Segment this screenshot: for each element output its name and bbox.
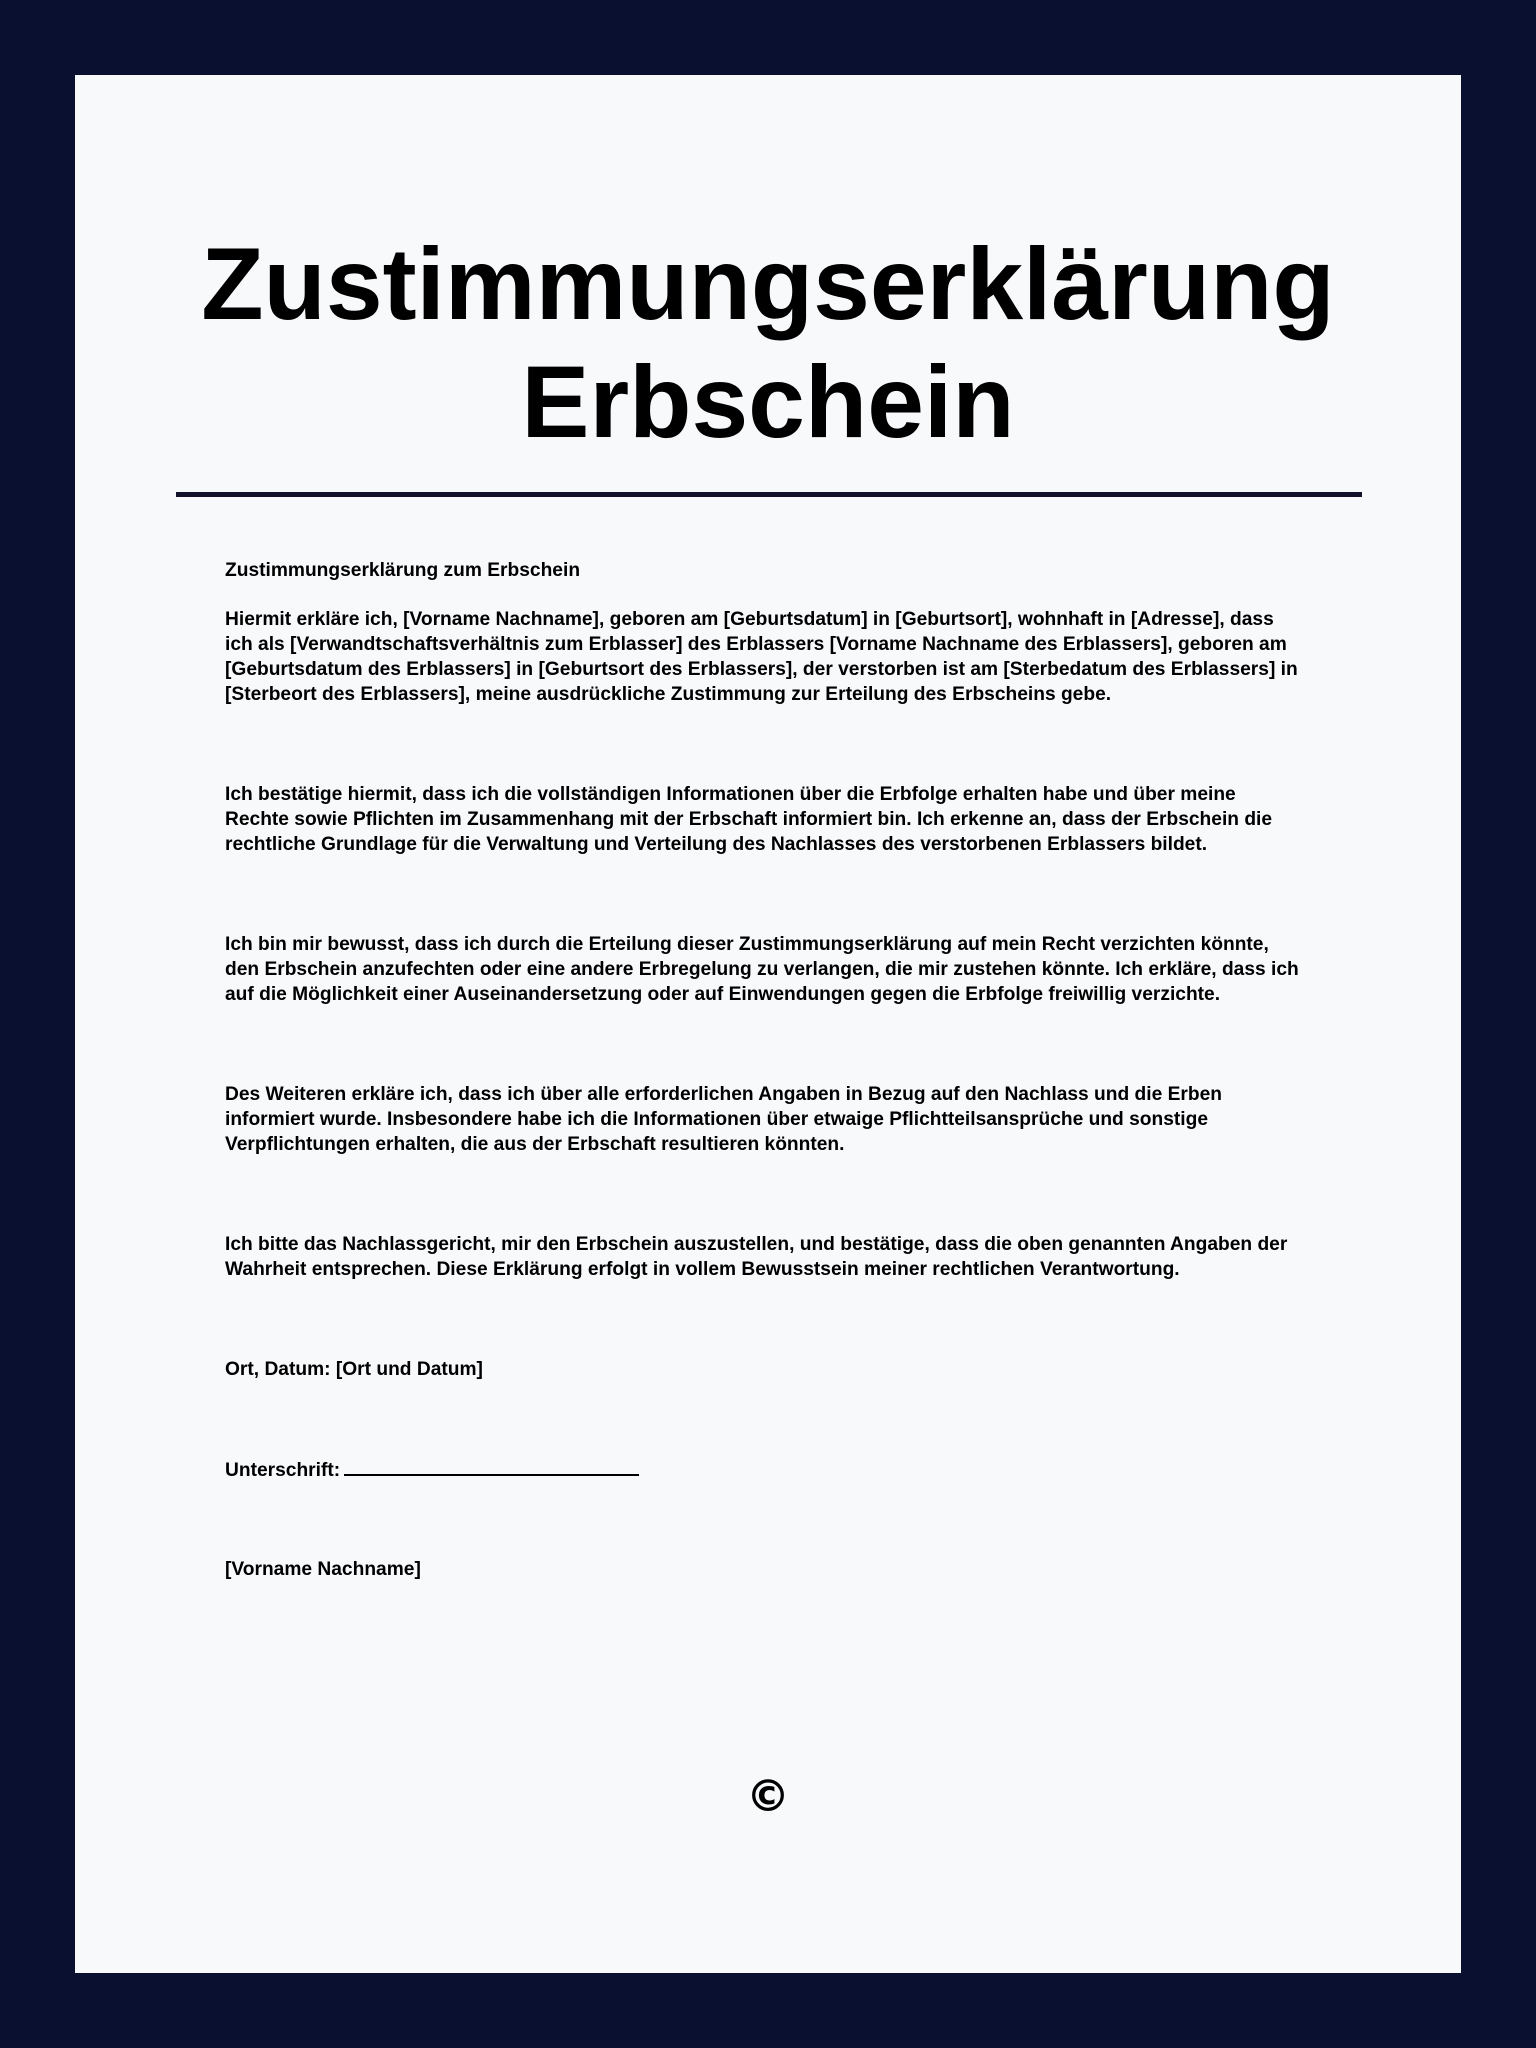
paragraph-line: informiert wurde. Insbesondere habe ich die Informationen über etwaige Pflichtteilsansprüche und sonstige: [225, 1109, 1208, 1130]
signature-label: Unterschrift:: [225, 1460, 341, 1481]
signer-name: [Vorname Nachname]: [225, 1559, 421, 1580]
paragraph-line: [Geburtsdatum des Erblassers] in [Geburtsort des Erblassers], der verstorben ist am [Sterbedatum des Erblassers] in: [225, 659, 1298, 680]
copyright-icon: ©: [746, 1771, 790, 1822]
paragraph-line: auf die Möglichkeit einer Auseinandersetzung oder auf Einwendungen gegen die Erbfolge freiwillig verzichte.: [225, 984, 1221, 1005]
document-heading: Zustimmungserklärung zum Erbschein: [225, 560, 581, 581]
document-title-line-2: Erbschein: [521, 345, 1015, 459]
paragraph-line: Verpflichtungen erhalten, die aus der Erbschaft resultieren könnten.: [225, 1134, 845, 1155]
signature-line[interactable]: [344, 1457, 639, 1476]
title-divider: [176, 492, 1362, 497]
paragraph-line: [Sterbeort des Erblassers], meine ausdrückliche Zustimmung zur Erteilung des Erbscheins gebe.: [225, 684, 1112, 705]
paragraph-line: Wahrheit entsprechen. Diese Erklärung erfolgt in vollem Bewusstsein meiner rechtlichen Verantwortung.: [225, 1259, 1180, 1280]
paragraph-line: Des Weiteren erkläre ich, dass ich über alle erforderlichen Angaben in Bezug auf den Nachlass und die Erben: [225, 1084, 1222, 1105]
paragraph-line: ich als [Verwandtschaftsverhältnis zum Erblasser] des Erblassers [Vorname Nachname des Erblassers], geboren am: [225, 634, 1287, 655]
document-title: [75, 225, 1461, 461]
paragraph-line: Ich bin mir bewusst, dass ich durch die Erteilung dieser Zustimmungserklärung auf mein Recht verzichten könnte,: [225, 934, 1269, 955]
signature-field: [225, 1457, 1435, 1483]
paragraph-line: Ich bestätige hiermit, dass ich die vollständigen Informationen über die Erbfolge erhalten habe und über meine: [225, 784, 1236, 805]
paragraph-line: Rechte sowie Pflichten im Zusammenhang mit der Erbschaft informiert bin. Ich erkenne an, dass der Erbschein die: [225, 809, 1273, 830]
paragraph-line: Hiermit erkläre ich, [Vorname Nachname], geboren am [Geburtsdatum] in [Geburtsort], wohnhaft in [Adresse], dass: [225, 609, 1274, 630]
paragraph-line: rechtliche Grundlage für die Verwaltung und Verteilung des Nachlasses des verstorbenen Erblassers bildet.: [225, 834, 1208, 855]
place-date-field: Ort, Datum: [Ort und Datum]: [225, 1359, 483, 1380]
paragraph-line: den Erbschein anzufechten oder eine andere Erbregelung zu verlangen, die mir zustehen könnte. Ich erkläre, dass ich: [225, 959, 1299, 980]
paragraph-line: Ich bitte das Nachlassgericht, mir den Erbschein auszustellen, und bestätige, dass die oben genannten Angaben der: [225, 1234, 1288, 1255]
document-page: [75, 75, 1461, 1973]
document-title-line-1: Zustimmungserklärung: [201, 227, 1335, 341]
